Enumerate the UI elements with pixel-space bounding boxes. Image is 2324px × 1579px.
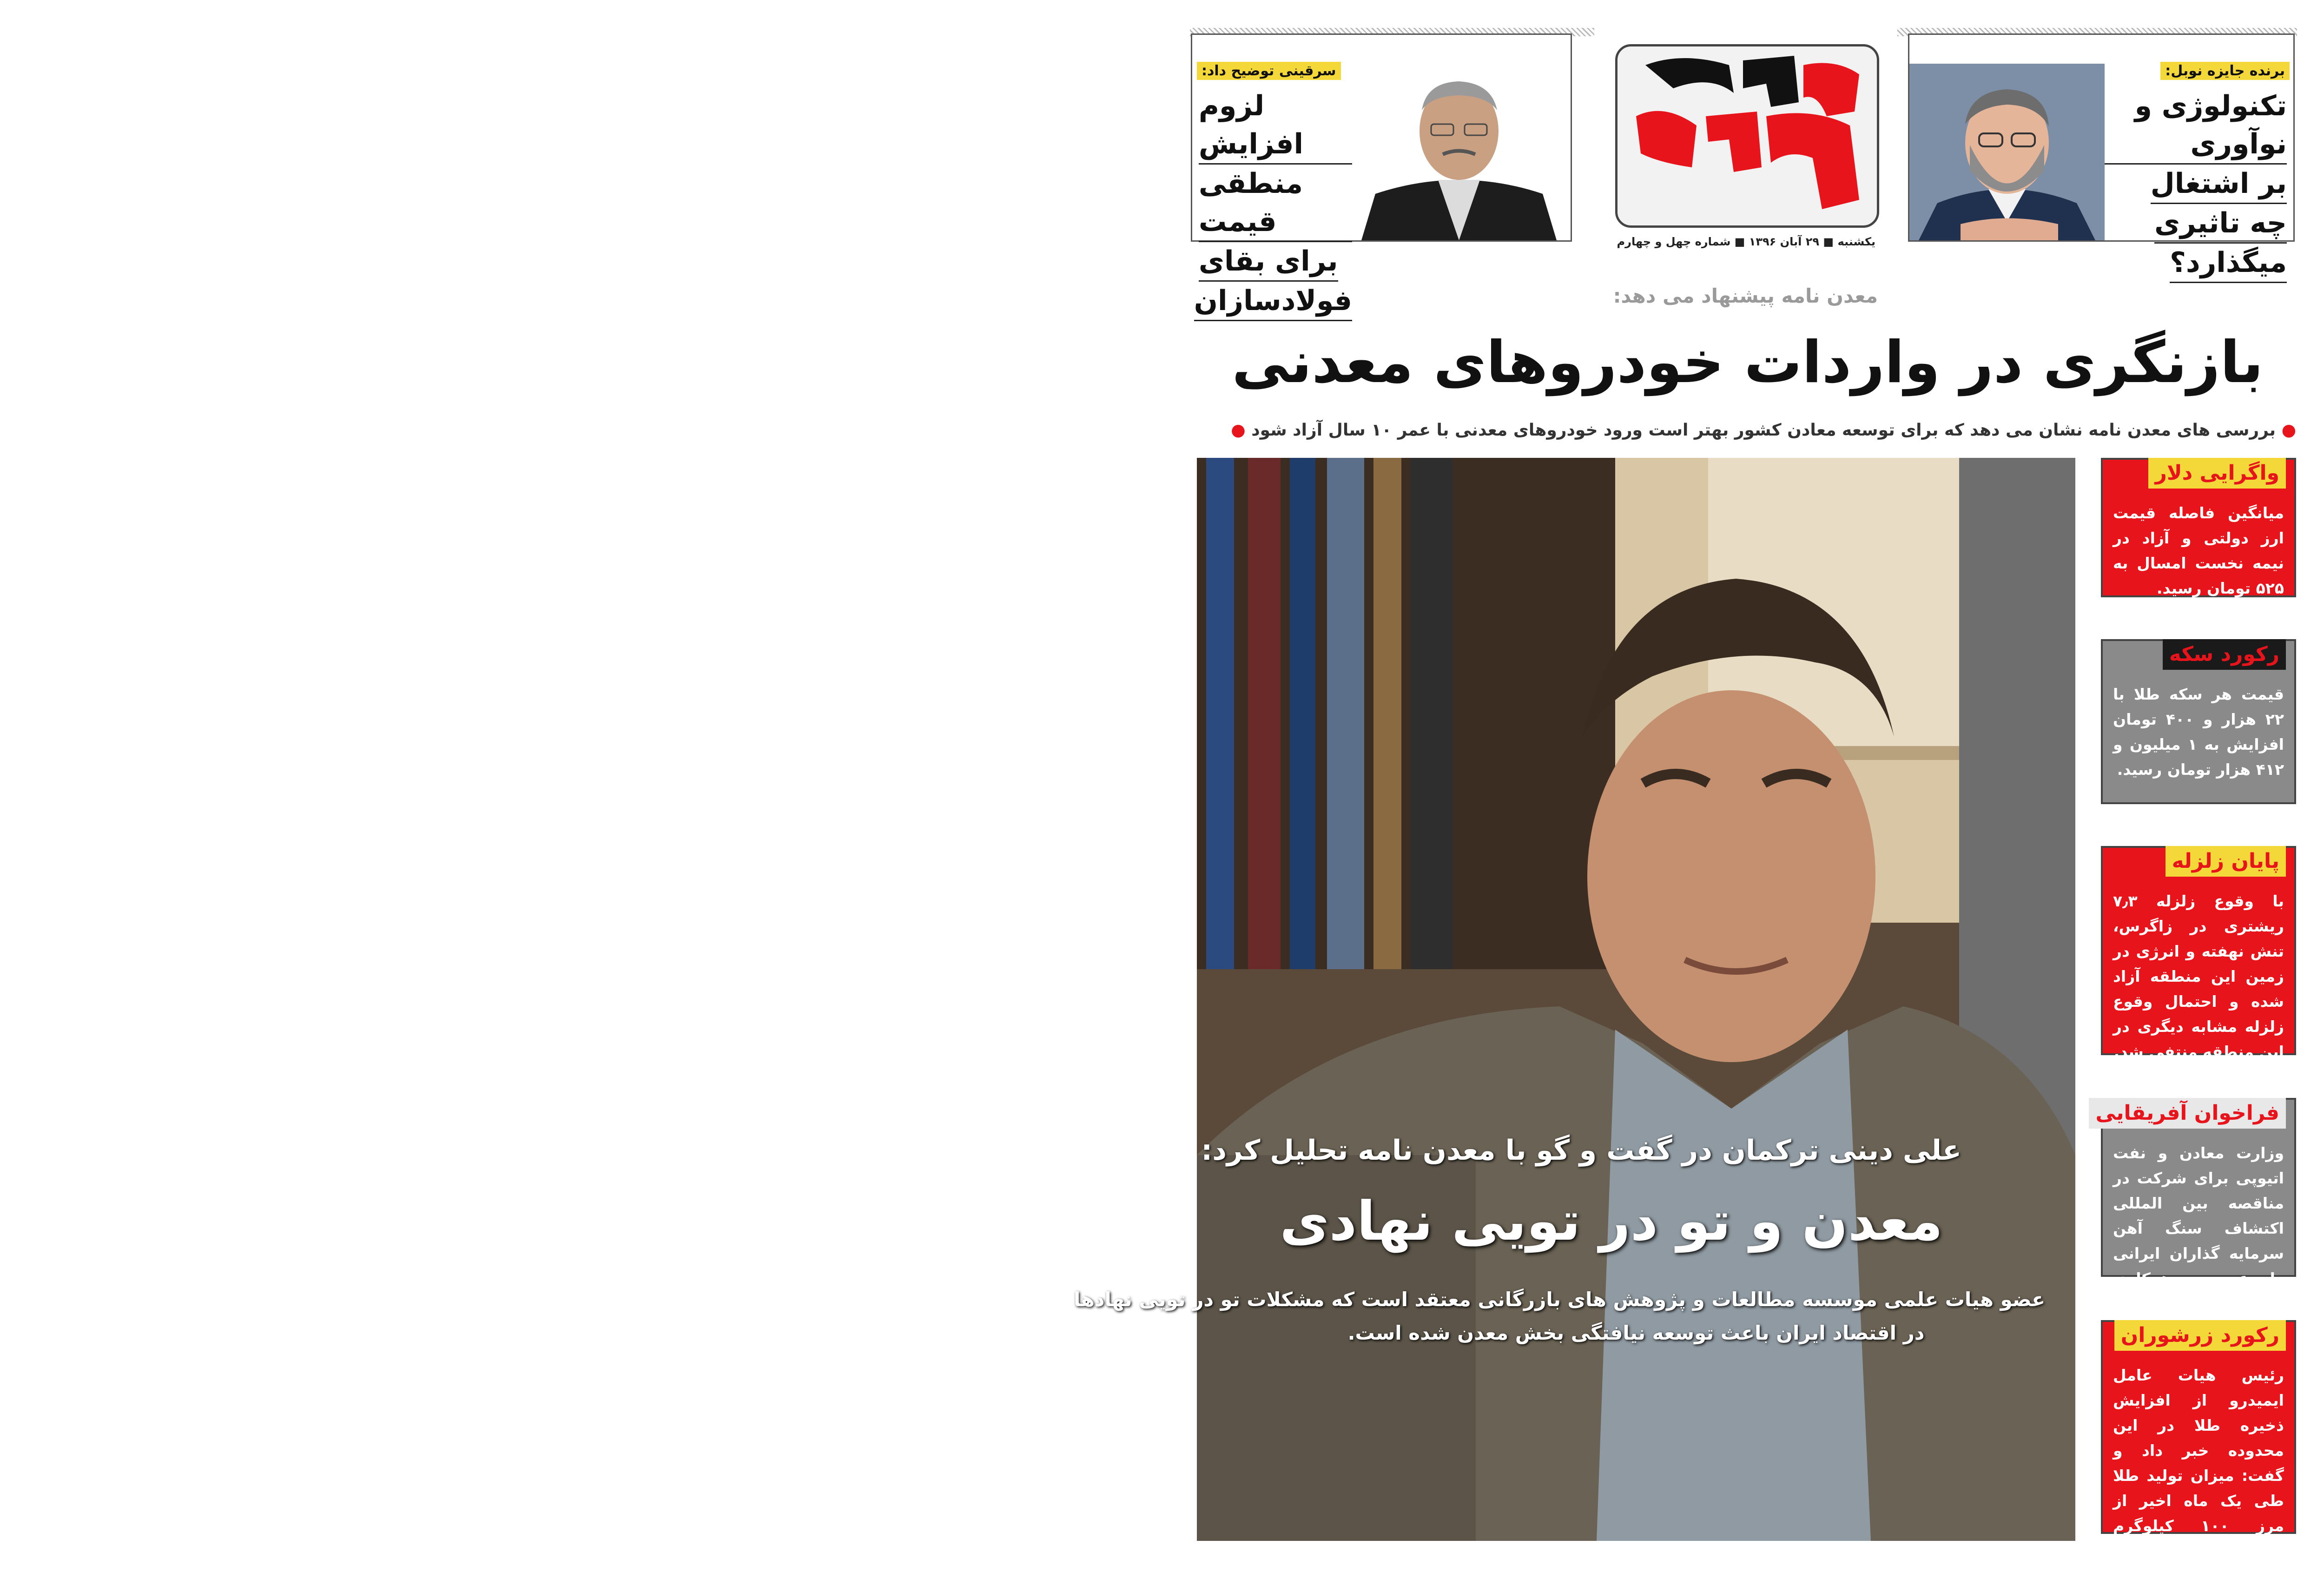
main-overline: معدن نامه پیشنهاد می دهد: xyxy=(1613,284,1878,307)
left-teaser-kicker: سرقینی توضیح داد: xyxy=(1197,62,1341,80)
feature-lead xyxy=(1074,1283,2045,1350)
sidebar-box-africa[interactable] xyxy=(2095,1098,2296,1313)
right-teaser[interactable] xyxy=(1908,33,2295,279)
sidebar-box-earthquake[interactable] xyxy=(2101,846,2296,1061)
sidebar-box-title: فراخوان آفریقایی xyxy=(2089,1098,2286,1129)
sidebar-box-zarshouran[interactable] xyxy=(2101,1320,2296,1560)
sidebar-box-title: پایان زلزله xyxy=(2166,846,2286,877)
sidebar-box-text: قیمت هر سکه طلا با ۲۲ هزار و ۴۰۰ تومان افزایش به ۱ میلیون و ۴۱۲ هزار تومان رسید. xyxy=(2113,685,2284,779)
sidebar-box-text: میانگین فاصله قیمت ارز دولتی و آزاد در نیمه نخست امسال به ۵۲۵ تومان رسید. xyxy=(2113,504,2284,597)
masthead-logo[interactable] xyxy=(1615,44,1879,228)
left-teaser-headline: لزوم افزایش منطقی قیمت برای بقای فولادسازان xyxy=(1199,87,1352,321)
sidebar-box-text: رئیس هیات عامل ایمیدرو از افزایش ذخیره طلا در این محدوده خبر داد و گفت: میزان تولید طلا طی یک ماه اخیر از مرز ۱۰۰ کیلوگرم گذشت. xyxy=(2113,1366,2284,1560)
bullet-icon: ● xyxy=(1231,421,1246,440)
logo-mark xyxy=(1618,46,1877,225)
sidebar-box-dollar[interactable] xyxy=(2101,458,2296,597)
sidebar-box-title: رکورد زرشوران xyxy=(2114,1320,2286,1351)
dateline: یکشنبه ■ ۲۹ آبان ۱۳۹۶ ■ شماره چهل و چهارم xyxy=(1617,235,1875,248)
feature-lead-line-2: در اقتصاد ایران باعث توسعه نیافتگی بخش معدن شده است. xyxy=(1347,1321,1925,1344)
left-teaser[interactable] xyxy=(1191,33,1572,317)
sidebar-box-text: با وقوع زلزله ۷٫۳ ریشتری در زاگرس، تنش نهفته و انرژی در زمین این منطقه آزاد شده و احتمال وقوع زلزله مشابه دیگری در این منطقه منتفی شد. xyxy=(2113,892,2284,1061)
sidebar-box-title: رکورد سکه xyxy=(2163,639,2286,670)
sidebar-box-text: وزارت معادن و نفت اتیوپی برای شرکت در مناقصه بین المللی اکتشاف سنگ آهن سرمایه گذاران ایرانی را دعوت به همکاری کرد. xyxy=(2113,1144,2284,1313)
right-teaser-kicker: برنده جایزه نوبل: xyxy=(2160,62,2290,80)
sidebar-box-title: واگرایی دلار xyxy=(2148,458,2286,489)
right-teaser-portrait xyxy=(1909,64,2105,240)
main-lead-text: بررسی های معدن نامه نشان می دهد که برای توسعه معادن کشور بهتر است ورود خودروهای معدنی با عمر ۱۰ سال آزاد شود xyxy=(1251,421,2276,440)
feature-lead-line-1: عضو هیات علمی موسسه مطالعات و پژوهش های بازرگانی معتقد است که مشکلات تو در تویی نهادها xyxy=(1074,1288,2045,1311)
main-lead xyxy=(1231,421,2296,440)
main-headline: بازنگری در واردات خودروهای معدنی xyxy=(1232,329,2264,396)
sidebar-box-coin[interactable] xyxy=(2101,639,2296,804)
main-photo xyxy=(1074,458,2075,1541)
feature-overline: علی دینی ترکمان در گفت و گو با معدن نامه تحلیل کرد: xyxy=(1201,1134,1961,1167)
left-teaser-portrait xyxy=(1361,64,1557,240)
interview-photo xyxy=(1074,458,2075,1541)
right-teaser-headline: تکنولوژی و نوآوری بر اشتغال چه تاثیری میگذارد؟ xyxy=(2068,87,2287,283)
feature-headline: معدن و تو در تویی نهادی xyxy=(1280,1190,1943,1253)
bullet-icon: ● xyxy=(2281,421,2296,440)
